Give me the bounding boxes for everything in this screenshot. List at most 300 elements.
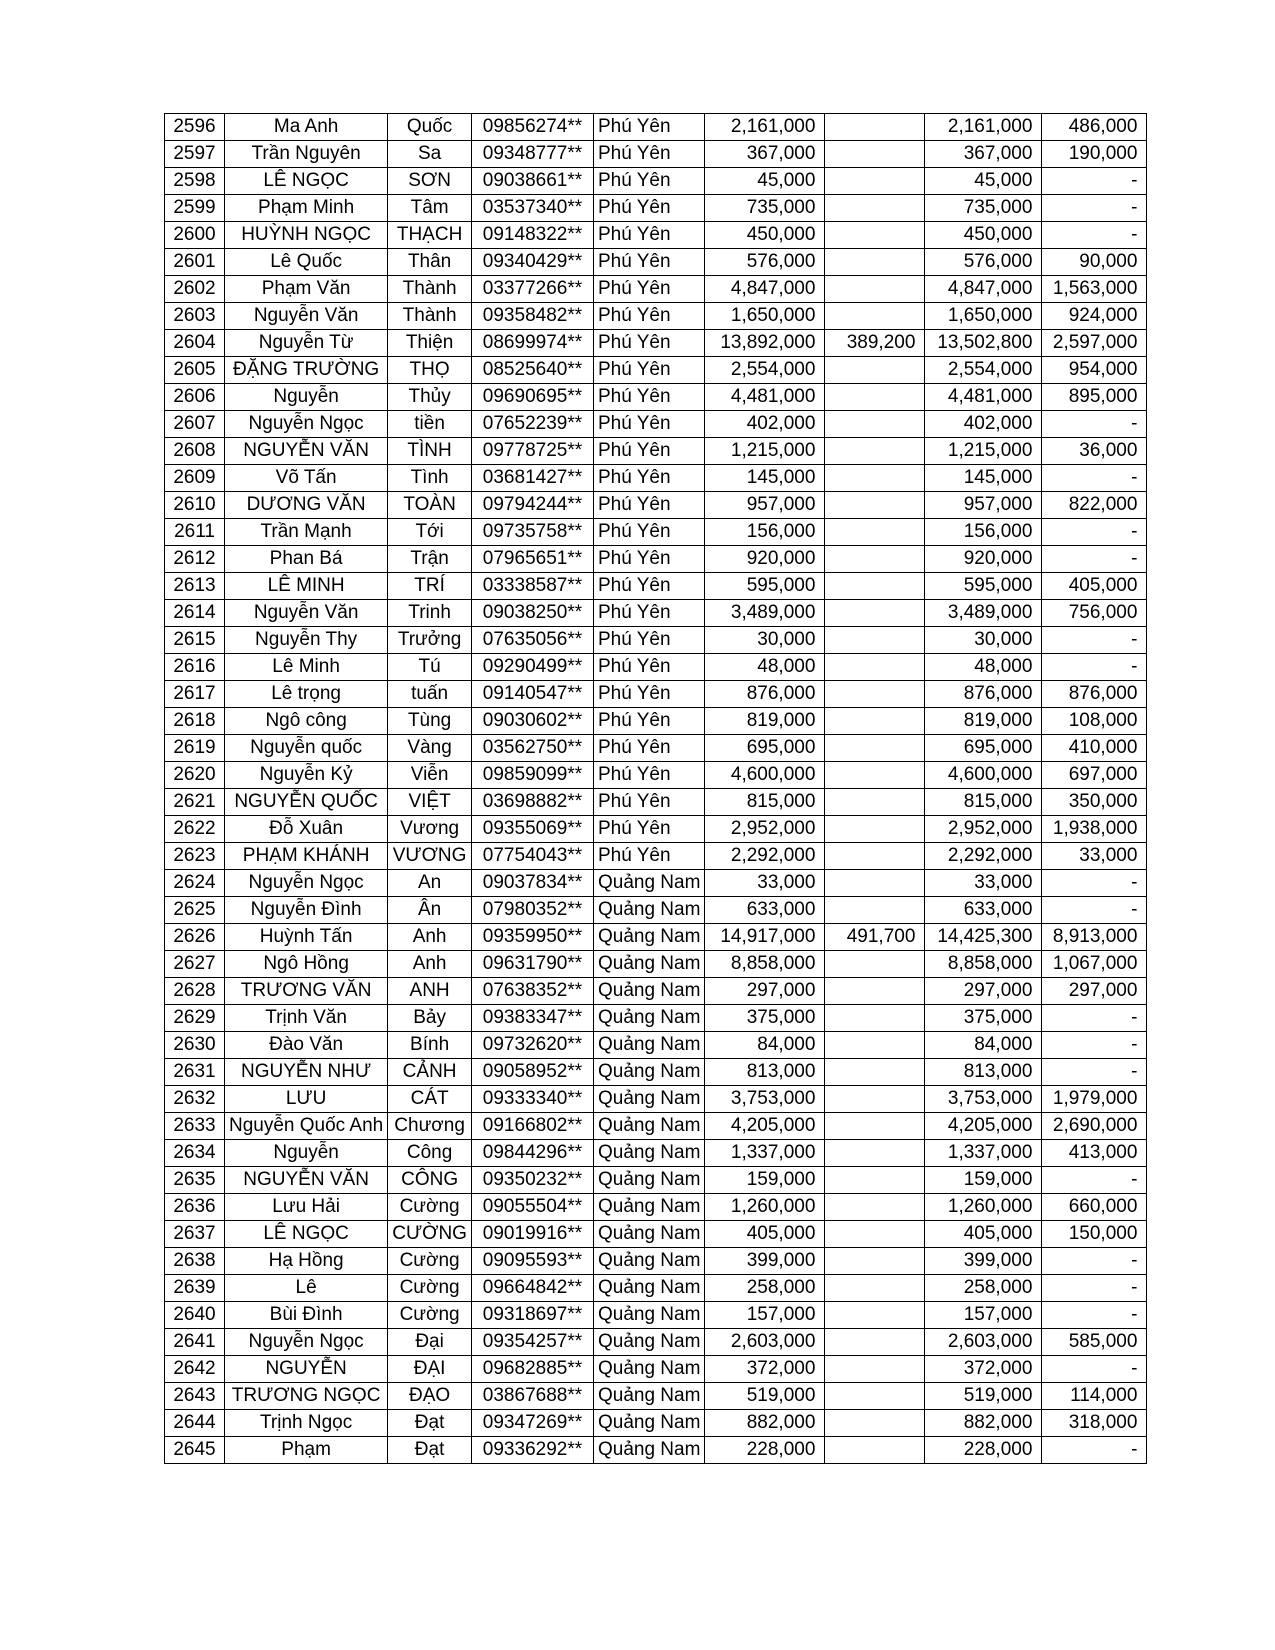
amount-cell: 876,000 <box>705 681 825 708</box>
deduction-cell <box>825 1194 925 1221</box>
phone-cell: 09690695** <box>471 384 593 411</box>
given-name-cell: CÔNG <box>388 1167 472 1194</box>
surname-cell: NGUYỄN QUỐC <box>225 789 388 816</box>
deduction-cell <box>825 222 925 249</box>
deduction-cell <box>825 195 925 222</box>
given-name-cell: Tú <box>388 654 472 681</box>
phone-cell: 03562750** <box>471 735 593 762</box>
surname-cell: ĐẶNG TRƯỜNG <box>225 357 388 384</box>
amount-cell: 367,000 <box>705 141 825 168</box>
province-cell: Quảng Nam <box>593 1383 704 1410</box>
province-cell: Quảng Nam <box>593 1437 704 1464</box>
row-number: 2603 <box>165 303 225 330</box>
net-amount-cell: 372,000 <box>925 1356 1042 1383</box>
deduction-cell <box>825 1275 925 1302</box>
amount-cell: 45,000 <box>705 168 825 195</box>
amount-cell: 2,603,000 <box>705 1329 825 1356</box>
table-row <box>165 357 1147 384</box>
province-cell: Quảng Nam <box>593 1410 704 1437</box>
given-name-cell: Vương <box>388 816 472 843</box>
province-cell: Quảng Nam <box>593 870 704 897</box>
given-name-cell: Vàng <box>388 735 472 762</box>
amount-cell: 1,260,000 <box>705 1194 825 1221</box>
row-number: 2610 <box>165 492 225 519</box>
row-number: 2617 <box>165 681 225 708</box>
province-cell: Quảng Nam <box>593 1167 704 1194</box>
given-name-cell: tuấn <box>388 681 472 708</box>
deduction-cell <box>825 735 925 762</box>
given-name-cell: Bảy <box>388 1005 472 1032</box>
phone-cell: 03537340** <box>471 195 593 222</box>
deduction-cell <box>825 762 925 789</box>
net-amount-cell: 145,000 <box>925 465 1042 492</box>
net-amount-cell: 367,000 <box>925 141 1042 168</box>
table-row <box>165 519 1147 546</box>
net-amount-cell: 84,000 <box>925 1032 1042 1059</box>
given-name-cell: Trưởng <box>388 627 472 654</box>
row-number: 2615 <box>165 627 225 654</box>
province-cell: Phú Yên <box>593 438 704 465</box>
surname-cell: Nguyễn Từ <box>225 330 388 357</box>
table-row <box>165 897 1147 924</box>
amount-cell: 1,337,000 <box>705 1140 825 1167</box>
table-row <box>165 546 1147 573</box>
deduction-cell: 491,700 <box>825 924 925 951</box>
row-number: 2630 <box>165 1032 225 1059</box>
deduction-cell <box>825 168 925 195</box>
phone-cell: 07754043** <box>471 843 593 870</box>
deduction-cell <box>825 627 925 654</box>
deduction-cell <box>825 492 925 519</box>
paid-cell: 410,000 <box>1042 735 1147 762</box>
net-amount-cell: 595,000 <box>925 573 1042 600</box>
phone-cell: 07652239** <box>471 411 593 438</box>
surname-cell: DƯƠNG VĂN <box>225 492 388 519</box>
amount-cell: 2,554,000 <box>705 357 825 384</box>
net-amount-cell: 4,481,000 <box>925 384 1042 411</box>
net-amount-cell: 30,000 <box>925 627 1042 654</box>
deduction-cell <box>825 114 925 141</box>
paid-cell: - <box>1042 1275 1147 1302</box>
net-amount-cell: 45,000 <box>925 168 1042 195</box>
province-cell: Quảng Nam <box>593 1356 704 1383</box>
deduction-cell <box>825 411 925 438</box>
row-number: 2605 <box>165 357 225 384</box>
row-number: 2614 <box>165 600 225 627</box>
surname-cell: Phan Bá <box>225 546 388 573</box>
paid-cell: 924,000 <box>1042 303 1147 330</box>
net-amount-cell: 8,858,000 <box>925 951 1042 978</box>
amount-cell: 2,161,000 <box>705 114 825 141</box>
data-table <box>164 113 1147 1464</box>
surname-cell: Đào Văn <box>225 1032 388 1059</box>
given-name-cell: Thủy <box>388 384 472 411</box>
surname-cell: Trần Mạnh <box>225 519 388 546</box>
phone-cell: 07965651** <box>471 546 593 573</box>
phone-cell: 09358482** <box>471 303 593 330</box>
deduction-cell <box>825 1383 925 1410</box>
row-number: 2628 <box>165 978 225 1005</box>
amount-cell: 399,000 <box>705 1248 825 1275</box>
given-name-cell: An <box>388 870 472 897</box>
amount-cell: 595,000 <box>705 573 825 600</box>
amount-cell: 2,952,000 <box>705 816 825 843</box>
table-row <box>165 870 1147 897</box>
net-amount-cell: 33,000 <box>925 870 1042 897</box>
province-cell: Phú Yên <box>593 249 704 276</box>
surname-cell: Huỳnh Tấn <box>225 924 388 951</box>
paid-cell: 297,000 <box>1042 978 1147 1005</box>
surname-cell: Phạm Minh <box>225 195 388 222</box>
surname-cell: LÊ NGỌC <box>225 168 388 195</box>
net-amount-cell: 258,000 <box>925 1275 1042 1302</box>
net-amount-cell: 1,337,000 <box>925 1140 1042 1167</box>
surname-cell: Nguyễn Ngọc <box>225 1329 388 1356</box>
row-number: 2616 <box>165 654 225 681</box>
amount-cell: 920,000 <box>705 546 825 573</box>
phone-cell: 09794244** <box>471 492 593 519</box>
net-amount-cell: 3,489,000 <box>925 600 1042 627</box>
given-name-cell: THẠCH <box>388 222 472 249</box>
province-cell: Phú Yên <box>593 789 704 816</box>
province-cell: Phú Yên <box>593 303 704 330</box>
amount-cell: 30,000 <box>705 627 825 654</box>
province-cell: Phú Yên <box>593 735 704 762</box>
paid-cell: - <box>1042 1167 1147 1194</box>
deduction-cell <box>825 1221 925 1248</box>
deduction-cell <box>825 708 925 735</box>
given-name-cell: CÁT <box>388 1086 472 1113</box>
province-cell: Phú Yên <box>593 168 704 195</box>
row-number: 2637 <box>165 1221 225 1248</box>
table-row <box>165 1302 1147 1329</box>
surname-cell: Nguyễn quốc <box>225 735 388 762</box>
table-row <box>165 1113 1147 1140</box>
paid-cell: 318,000 <box>1042 1410 1147 1437</box>
row-number: 2636 <box>165 1194 225 1221</box>
table-row <box>165 1221 1147 1248</box>
given-name-cell: ANH <box>388 978 472 1005</box>
table-row <box>165 654 1147 681</box>
province-cell: Quảng Nam <box>593 1302 704 1329</box>
phone-cell: 09166802** <box>471 1113 593 1140</box>
deduction-cell <box>825 1356 925 1383</box>
deduction-cell <box>825 519 925 546</box>
phone-cell: 09140547** <box>471 681 593 708</box>
net-amount-cell: 228,000 <box>925 1437 1042 1464</box>
table-row <box>165 708 1147 735</box>
paid-cell: 486,000 <box>1042 114 1147 141</box>
amount-cell: 258,000 <box>705 1275 825 1302</box>
row-number: 2619 <box>165 735 225 762</box>
province-cell: Phú Yên <box>593 600 704 627</box>
amount-cell: 84,000 <box>705 1032 825 1059</box>
amount-cell: 957,000 <box>705 492 825 519</box>
amount-cell: 4,847,000 <box>705 276 825 303</box>
surname-cell: Nguyễn Kỷ <box>225 762 388 789</box>
paid-cell: - <box>1042 627 1147 654</box>
net-amount-cell: 813,000 <box>925 1059 1042 1086</box>
paid-cell: 90,000 <box>1042 249 1147 276</box>
surname-cell: Ma Anh <box>225 114 388 141</box>
surname-cell: Nguyễn <box>225 1140 388 1167</box>
surname-cell: Trần Nguyên <box>225 141 388 168</box>
table-row <box>165 438 1147 465</box>
paid-cell: 108,000 <box>1042 708 1147 735</box>
table-row <box>165 1059 1147 1086</box>
amount-cell: 3,489,000 <box>705 600 825 627</box>
table-row <box>165 1383 1147 1410</box>
table-body <box>165 114 1147 1464</box>
row-number: 2597 <box>165 141 225 168</box>
table-row <box>165 222 1147 249</box>
table-row <box>165 1086 1147 1113</box>
row-number: 2621 <box>165 789 225 816</box>
given-name-cell: CẢNH <box>388 1059 472 1086</box>
province-cell: Quảng Nam <box>593 1275 704 1302</box>
surname-cell: Bùi Đình <box>225 1302 388 1329</box>
phone-cell: 03377266** <box>471 276 593 303</box>
table-row <box>165 1410 1147 1437</box>
province-cell: Quảng Nam <box>593 1032 704 1059</box>
deduction-cell <box>825 951 925 978</box>
paid-cell: - <box>1042 897 1147 924</box>
table-row <box>165 303 1147 330</box>
province-cell: Phú Yên <box>593 330 704 357</box>
row-number: 2631 <box>165 1059 225 1086</box>
given-name-cell: TOÀN <box>388 492 472 519</box>
given-name-cell: TRÍ <box>388 573 472 600</box>
province-cell: Quảng Nam <box>593 1140 704 1167</box>
net-amount-cell: 633,000 <box>925 897 1042 924</box>
amount-cell: 1,215,000 <box>705 438 825 465</box>
phone-cell: 09340429** <box>471 249 593 276</box>
province-cell: Quảng Nam <box>593 951 704 978</box>
table-row <box>165 681 1147 708</box>
surname-cell: NGUYỄN <box>225 1356 388 1383</box>
given-name-cell: Tâm <box>388 195 472 222</box>
province-cell: Quảng Nam <box>593 1194 704 1221</box>
amount-cell: 159,000 <box>705 1167 825 1194</box>
net-amount-cell: 957,000 <box>925 492 1042 519</box>
surname-cell: Lê Minh <box>225 654 388 681</box>
given-name-cell: SƠN <box>388 168 472 195</box>
table-row <box>165 330 1147 357</box>
row-number: 2629 <box>165 1005 225 1032</box>
deduction-cell <box>825 546 925 573</box>
amount-cell: 695,000 <box>705 735 825 762</box>
given-name-cell: Ân <box>388 897 472 924</box>
given-name-cell: tiền <box>388 411 472 438</box>
province-cell: Quảng Nam <box>593 1005 704 1032</box>
phone-cell: 09058952** <box>471 1059 593 1086</box>
surname-cell: Đỗ Xuân <box>225 816 388 843</box>
net-amount-cell: 157,000 <box>925 1302 1042 1329</box>
table-row <box>165 1356 1147 1383</box>
table-row <box>165 1194 1147 1221</box>
phone-cell: 09037834** <box>471 870 593 897</box>
phone-cell: 09055504** <box>471 1194 593 1221</box>
paid-cell: 33,000 <box>1042 843 1147 870</box>
province-cell: Quảng Nam <box>593 1329 704 1356</box>
given-name-cell: Bính <box>388 1032 472 1059</box>
table-row <box>165 1329 1147 1356</box>
amount-cell: 375,000 <box>705 1005 825 1032</box>
amount-cell: 450,000 <box>705 222 825 249</box>
province-cell: Quảng Nam <box>593 924 704 951</box>
deduction-cell <box>825 1329 925 1356</box>
phone-cell: 07980352** <box>471 897 593 924</box>
surname-cell: Lê trọng <box>225 681 388 708</box>
phone-cell: 09350232** <box>471 1167 593 1194</box>
amount-cell: 402,000 <box>705 411 825 438</box>
net-amount-cell: 876,000 <box>925 681 1042 708</box>
surname-cell: Trịnh Văn <box>225 1005 388 1032</box>
table-row <box>165 276 1147 303</box>
net-amount-cell: 450,000 <box>925 222 1042 249</box>
table-row <box>165 627 1147 654</box>
given-name-cell: Tới <box>388 519 472 546</box>
table-row <box>165 492 1147 519</box>
paid-cell: - <box>1042 222 1147 249</box>
amount-cell: 1,650,000 <box>705 303 825 330</box>
deduction-cell <box>825 1059 925 1086</box>
given-name-cell: Thành <box>388 276 472 303</box>
paid-cell: 114,000 <box>1042 1383 1147 1410</box>
given-name-cell: Cường <box>388 1194 472 1221</box>
province-cell: Phú Yên <box>593 816 704 843</box>
phone-cell: 09631790** <box>471 951 593 978</box>
row-number: 2600 <box>165 222 225 249</box>
deduction-cell <box>825 438 925 465</box>
phone-cell: 03698882** <box>471 789 593 816</box>
paid-cell: 697,000 <box>1042 762 1147 789</box>
net-amount-cell: 297,000 <box>925 978 1042 1005</box>
net-amount-cell: 4,847,000 <box>925 276 1042 303</box>
province-cell: Quảng Nam <box>593 1113 704 1140</box>
phone-cell: 07638352** <box>471 978 593 1005</box>
row-number: 2598 <box>165 168 225 195</box>
deduction-cell <box>825 978 925 1005</box>
amount-cell: 8,858,000 <box>705 951 825 978</box>
paid-cell: 405,000 <box>1042 573 1147 600</box>
amount-cell: 145,000 <box>705 465 825 492</box>
phone-cell: 09095593** <box>471 1248 593 1275</box>
row-number: 2633 <box>165 1113 225 1140</box>
surname-cell: NGUYỄN VĂN <box>225 1167 388 1194</box>
paid-cell: 585,000 <box>1042 1329 1147 1356</box>
deduction-cell <box>825 789 925 816</box>
surname-cell: LÊ NGỌC <box>225 1221 388 1248</box>
paid-cell: 756,000 <box>1042 600 1147 627</box>
deduction-cell <box>825 897 925 924</box>
province-cell: Phú Yên <box>593 843 704 870</box>
row-number: 2601 <box>165 249 225 276</box>
province-cell: Phú Yên <box>593 519 704 546</box>
deduction-cell <box>825 843 925 870</box>
given-name-cell: CƯỜNG <box>388 1221 472 1248</box>
paid-cell: - <box>1042 1032 1147 1059</box>
given-name-cell: Trinh <box>388 600 472 627</box>
row-number: 2640 <box>165 1302 225 1329</box>
phone-cell: 09355069** <box>471 816 593 843</box>
table-row <box>165 951 1147 978</box>
paid-cell: 8,913,000 <box>1042 924 1147 951</box>
deduction-cell <box>825 357 925 384</box>
table-row <box>165 1032 1147 1059</box>
row-number: 2635 <box>165 1167 225 1194</box>
surname-cell: TRƯƠNG NGỌC <box>225 1383 388 1410</box>
row-number: 2622 <box>165 816 225 843</box>
province-cell: Quảng Nam <box>593 1086 704 1113</box>
paid-cell: - <box>1042 411 1147 438</box>
paid-cell: - <box>1042 465 1147 492</box>
surname-cell: Ngô Hồng <box>225 951 388 978</box>
phone-cell: 09038661** <box>471 168 593 195</box>
phone-cell: 03681427** <box>471 465 593 492</box>
phone-cell: 08525640** <box>471 357 593 384</box>
net-amount-cell: 1,260,000 <box>925 1194 1042 1221</box>
province-cell: Quảng Nam <box>593 1221 704 1248</box>
net-amount-cell: 402,000 <box>925 411 1042 438</box>
row-number: 2612 <box>165 546 225 573</box>
province-cell: Phú Yên <box>593 411 704 438</box>
row-number: 2623 <box>165 843 225 870</box>
net-amount-cell: 405,000 <box>925 1221 1042 1248</box>
amount-cell: 372,000 <box>705 1356 825 1383</box>
row-number: 2609 <box>165 465 225 492</box>
net-amount-cell: 2,292,000 <box>925 843 1042 870</box>
phone-cell: 09359950** <box>471 924 593 951</box>
net-amount-cell: 2,952,000 <box>925 816 1042 843</box>
paid-cell: 876,000 <box>1042 681 1147 708</box>
phone-cell: 09856274** <box>471 114 593 141</box>
given-name-cell: Công <box>388 1140 472 1167</box>
phone-cell: 09778725** <box>471 438 593 465</box>
given-name-cell: Thân <box>388 249 472 276</box>
surname-cell: HUỲNH NGỌC <box>225 222 388 249</box>
surname-cell: Nguyễn Đình <box>225 897 388 924</box>
amount-cell: 2,292,000 <box>705 843 825 870</box>
deduction-cell <box>825 303 925 330</box>
paid-cell: - <box>1042 168 1147 195</box>
surname-cell: Võ Tấn <box>225 465 388 492</box>
phone-cell: 09383347** <box>471 1005 593 1032</box>
surname-cell: Phạm <box>225 1437 388 1464</box>
province-cell: Phú Yên <box>593 276 704 303</box>
row-number: 2627 <box>165 951 225 978</box>
row-number: 2638 <box>165 1248 225 1275</box>
given-name-cell: VƯƠNG <box>388 843 472 870</box>
paid-cell: - <box>1042 1005 1147 1032</box>
deduction-cell <box>825 600 925 627</box>
deduction-cell <box>825 816 925 843</box>
given-name-cell: Chương <box>388 1113 472 1140</box>
net-amount-cell: 4,205,000 <box>925 1113 1042 1140</box>
row-number: 2618 <box>165 708 225 735</box>
table-row <box>165 735 1147 762</box>
row-number: 2620 <box>165 762 225 789</box>
surname-cell: Nguyễn <box>225 384 388 411</box>
given-name-cell: Cường <box>388 1302 472 1329</box>
paid-cell: 36,000 <box>1042 438 1147 465</box>
phone-cell: 09348777** <box>471 141 593 168</box>
province-cell: Phú Yên <box>593 222 704 249</box>
phone-cell: 09844296** <box>471 1140 593 1167</box>
table-row <box>165 411 1147 438</box>
paid-cell: - <box>1042 1437 1147 1464</box>
table-row <box>165 924 1147 951</box>
